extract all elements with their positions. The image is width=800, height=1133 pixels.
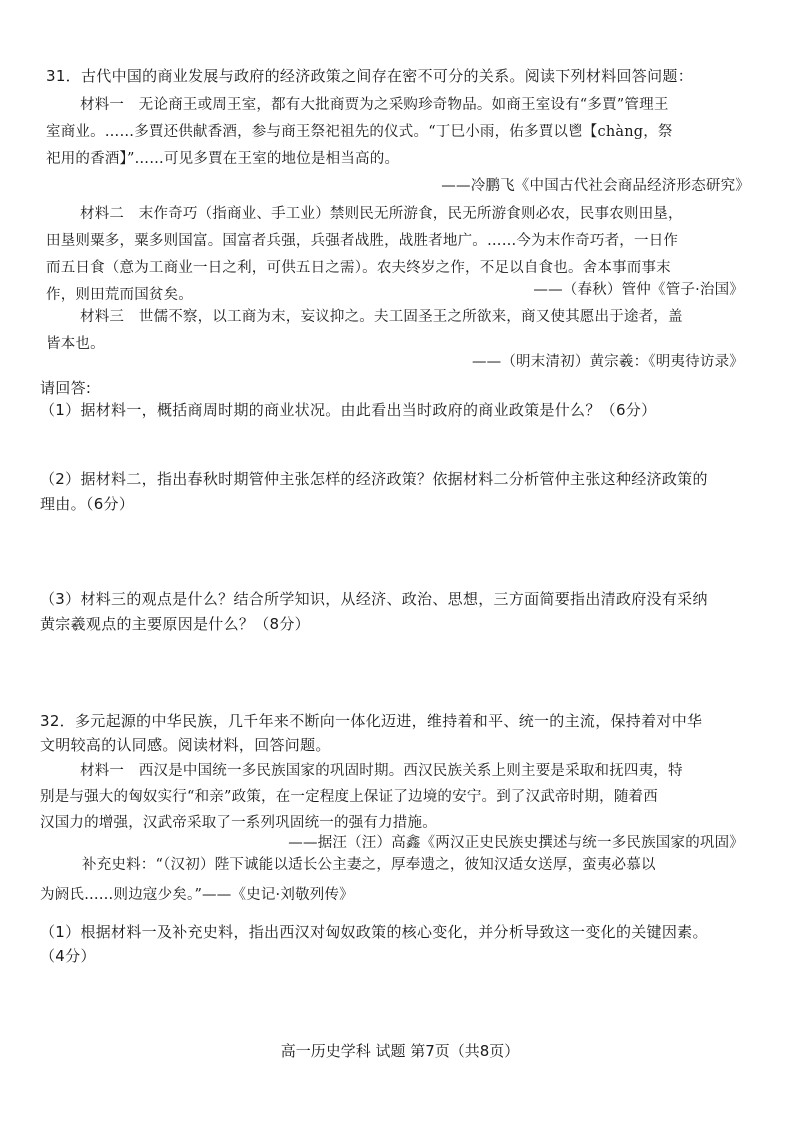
q32-supplement-line2: 为阏氏……则边寇少矣。”——《史记·刘敬列传》	[40, 887, 354, 903]
q31-material2-line4: 作，则田荒而国贫矣。	[46, 287, 193, 303]
q31-material2-source: ——（春秋）管仲《管子·治国》	[533, 282, 744, 298]
q31-subquestion-2-line2: 理由。（6分）	[40, 495, 135, 513]
q31-material1-line1: 材料一 无论商王或周王室，都有大批商贾为之采购珍奇物品。如商王室设有“多賈”管理王	[80, 97, 669, 113]
q31-material3-source: ——（明末清初）黄宗羲：《明夷待访录》	[471, 354, 744, 370]
q32-material1-source: ——据汪（汪）高鑫《两汉正史民族史撰述与统一多民族国家的巩固》	[288, 835, 744, 851]
q31-material1-line2: 室商业。……多賈还供献香酒，参与商王祭祀祖先的仪式。“丁巳小雨，佑多賈以鬯【chàng，祭	[46, 124, 673, 140]
q31-prompt: 请回答:	[40, 379, 92, 397]
q31-stem: 31．古代中国的商业发展与政府的经济政策之间存在密不可分的关系。阅读下列材料回答问题：	[46, 67, 693, 85]
q32-subquestion-1-line1: （1）根据材料一及补充史料，指出西汉对匈奴政策的核心变化，并分析导致这一变化的关键因素。	[40, 923, 708, 941]
q31-material2-line3: 而五日食（意为工商业一日之利，可供五日之需）。农夫终岁之作，不足以自食也。舍本事而事末	[46, 260, 671, 276]
q31-subquestion-3-line2: 黄宗羲观点的主要原因是什么？（8分）	[40, 615, 310, 633]
q31-subquestion-2-line1: （2）据材料二，指出春秋时期管仲主张怎样的经济政策？依据材料二分析管仲主张这种经济政策的	[40, 470, 708, 488]
q31-material1-source: ——冷鹏飞《中国古代社会商品经济形态研究》	[441, 178, 750, 194]
q31-material2-line2: 田垦则粟多，粟多则国富。国富者兵强，兵强者战胜，战胜者地广。……今为末作奇巧者，一日作	[46, 233, 679, 249]
q32-stem-line2: 文明较高的认同感。阅读材料，回答问题。	[40, 736, 331, 754]
q32-material1-line2: 别是与强大的匈奴实行“和亲”政策，在一定程度上保证了边境的安宁。到了汉武帝时期，随着西	[40, 789, 658, 805]
q32-stem-line1: 32．多元起源的中华民族，几千年来不断向一体化迈进，维持着和平、统一的主流，保持着对中华	[40, 712, 703, 730]
q31-subquestion-3-line1: （3）材料三的观点是什么？结合所学知识，从经济、政治、思想，三方面简要指出清政府没有采纳	[40, 590, 708, 608]
q31-material3-line1: 材料三 世儒不察，以工商为末，妄议抑之。夫工固圣王之所欲来，商又使其愿出于途者，盖	[80, 309, 683, 325]
page-footer: 高一历史学科 试题 第7页（共8页）	[280, 1042, 520, 1060]
q32-material1-line1: 材料一 西汉是中国统一多民族国家的巩固时期。西汉民族关系上则主要是采取和抚四夷，特	[80, 763, 683, 779]
q32-subquestion-1-line2: （4分）	[40, 947, 96, 965]
q32-supplement-line1: 补充史料：“（汉初）陛下诚能以适长公主妻之，厚奉遗之，彼知汉适女送厚，蛮夷必慕以	[82, 857, 656, 873]
q31-subquestion-1: （1）据材料一，概括商周时期的商业状况。由此看出当时政府的商业政策是什么？（6分）	[40, 401, 657, 419]
q32-material1-line3: 汉国力的增强，汉武帝采取了一系列巩固统一的强有力措施。	[40, 815, 437, 831]
q31-material2-line1: 材料二 末作奇巧（指商业、手工业）禁则民无所游食，民无所游食则必农，民事农则田垦，	[80, 206, 683, 222]
q31-material3-line2: 皆本也。	[46, 336, 105, 352]
q31-material1-line3: 祀用的香酒】”……可见多賈在王室的地位是相当高的。	[46, 151, 400, 167]
